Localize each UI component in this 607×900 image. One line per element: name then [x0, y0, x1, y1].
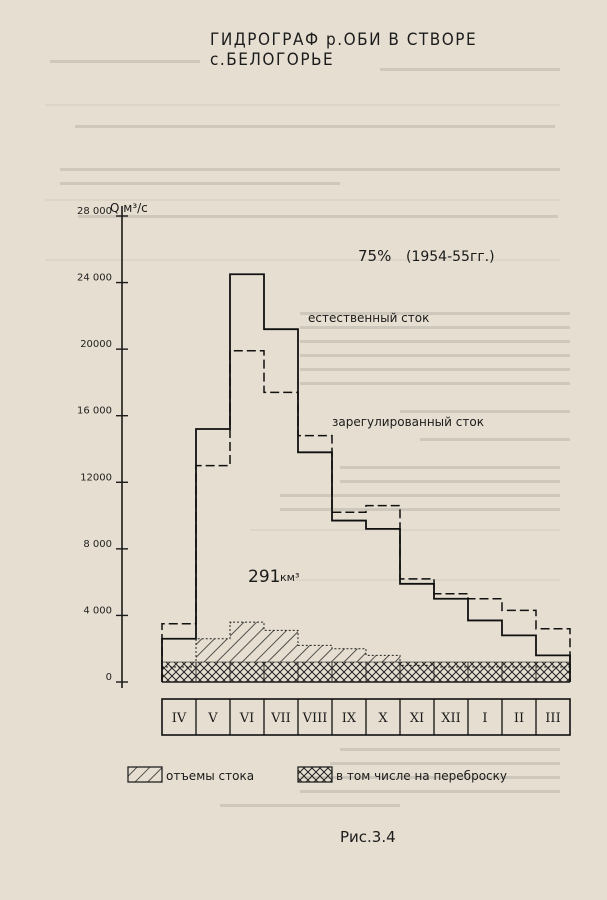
- page-title: ГИДРОГРАФ р.ОБИ В СТВОРЕ с.БЕЛОГОРЬЕ: [210, 30, 478, 70]
- y-tick-label: 20000: [80, 339, 112, 351]
- month-strip: [162, 699, 570, 735]
- withdrawal-bar: [230, 622, 264, 662]
- y-tick-label: 4 000: [83, 605, 112, 617]
- transfer-bar: [536, 662, 570, 682]
- natural-flow-line: [162, 274, 570, 682]
- y-tick-label: 8 000: [83, 538, 112, 550]
- regulated-flow-label: зарегулированный сток: [332, 415, 484, 429]
- figure-caption: Рис.3.4: [340, 828, 396, 846]
- legend-label-transfer: в том числе на переброску: [336, 769, 507, 783]
- transfer-bar: [332, 662, 366, 682]
- volume-value: 291: [248, 567, 281, 587]
- month-label: I: [482, 711, 488, 726]
- transfer-bar: [196, 662, 230, 682]
- regulated-flow-line: [162, 351, 570, 682]
- legend-swatch-transfer: [298, 767, 332, 782]
- transfer-bar: [400, 662, 434, 682]
- transfer-bar: [468, 662, 502, 682]
- month-label: XII: [441, 711, 461, 726]
- years-label: (1954-55гг.): [406, 249, 495, 265]
- month-label: V: [208, 711, 218, 726]
- month-label: X: [378, 711, 388, 726]
- withdrawal-bar: [196, 639, 230, 662]
- y-tick-label: 0: [105, 672, 112, 683]
- series-lines: [162, 274, 570, 682]
- transfer-bar: [502, 662, 536, 682]
- month-label: IV: [171, 711, 187, 726]
- legend: [128, 767, 507, 783]
- y-tick-label: 12000: [80, 472, 112, 484]
- y-tick-label: 28 000: [77, 206, 112, 217]
- withdrawal-bar: [332, 649, 366, 662]
- withdrawal-bar: [366, 655, 400, 662]
- month-label: VII: [271, 711, 291, 726]
- legend-swatch-withdrawals: [128, 767, 162, 782]
- month-label: IX: [341, 711, 357, 726]
- transfer-bar: [230, 662, 264, 682]
- probability-label: 75%: [358, 247, 392, 265]
- transfer-bar: [162, 662, 196, 682]
- transfer-bar: [366, 662, 400, 682]
- month-label: II: [513, 711, 525, 726]
- y-axis-label: Q м³/с: [110, 201, 148, 215]
- transfer-bar: [298, 662, 332, 682]
- month-label: VI: [239, 711, 255, 726]
- volume-unit: км³: [280, 571, 300, 584]
- natural-flow-label: естественный сток: [308, 311, 430, 325]
- month-label: VIII: [302, 711, 328, 726]
- withdrawal-bar: [264, 630, 298, 662]
- y-tick-label: 24 000: [77, 272, 112, 284]
- month-label: XI: [409, 711, 425, 726]
- legend-label-withdrawals: отъемы стока: [166, 769, 255, 783]
- y-tick-label: 16 000: [77, 405, 112, 417]
- withdrawal-bar: [298, 645, 332, 662]
- transfer-bar: [434, 662, 468, 682]
- withdrawal-areas: [162, 622, 570, 682]
- month-label: III: [545, 711, 561, 726]
- y-axis: [77, 206, 128, 688]
- transfer-bar: [264, 662, 298, 682]
- chart-annotations: [110, 201, 495, 587]
